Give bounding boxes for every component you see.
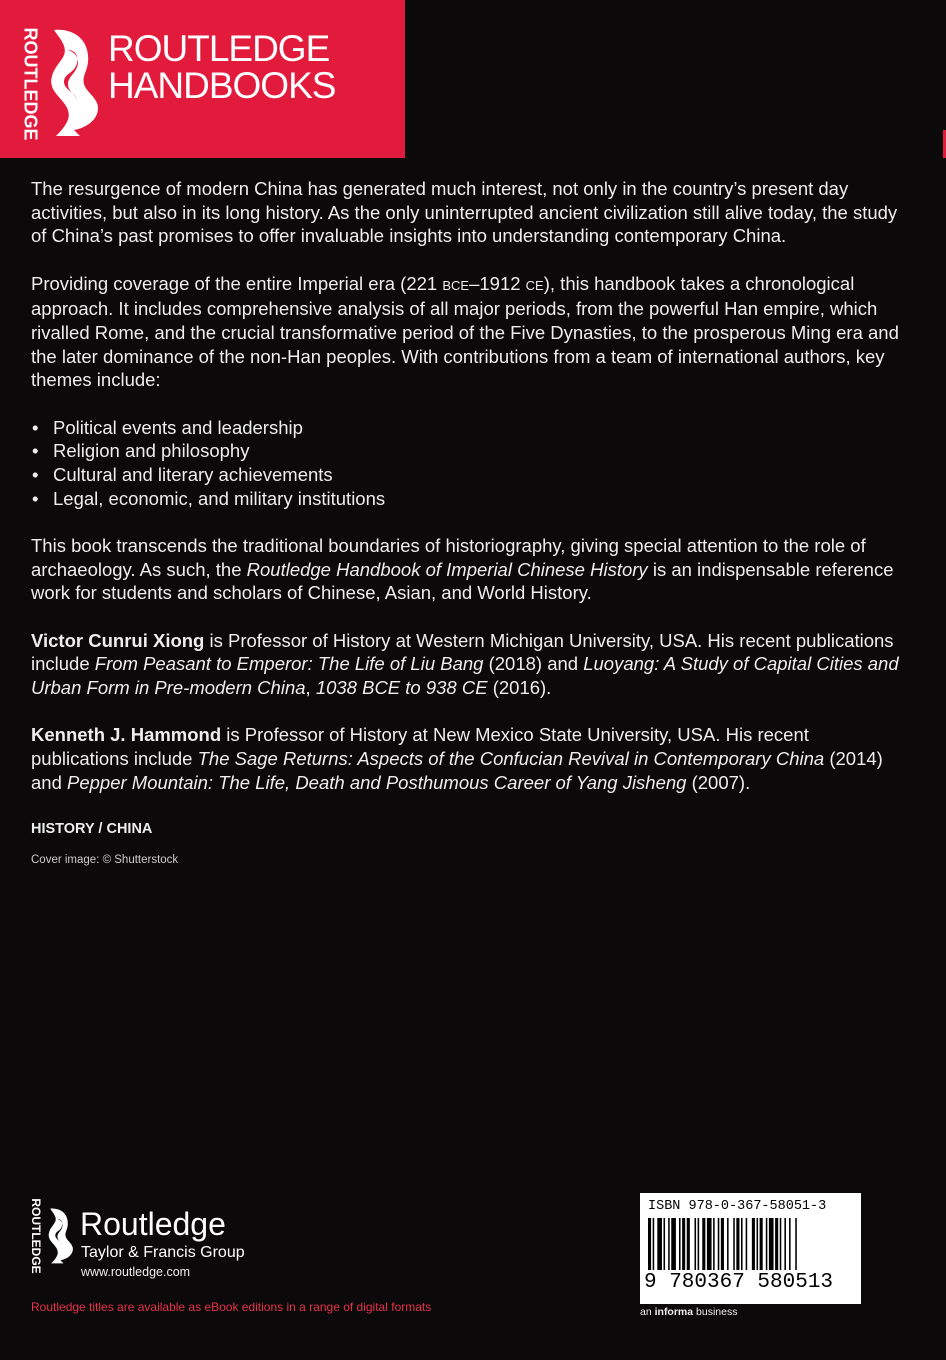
barcode-bar: [653, 1218, 655, 1270]
publisher-name: Routledge: [80, 1206, 226, 1242]
barcode-bar: [784, 1218, 786, 1270]
ebook-note: Routledge titles are available as eBook editions in a range of digital formats: [31, 1300, 432, 1314]
barcode-bar: [789, 1218, 791, 1270]
isbn-digits: 9 780367 580513: [644, 1271, 834, 1294]
list-item: • Religion and philosophy: [31, 439, 911, 463]
barcode-bar: [664, 1218, 666, 1270]
barcode-bar: [769, 1218, 774, 1270]
barcode-bar: [698, 1218, 700, 1270]
list-item: • Legal, economic, and military institutions: [31, 487, 911, 511]
barcode-bar: [752, 1218, 755, 1270]
barcode-bar: [718, 1218, 720, 1270]
barcode-bar: [757, 1218, 759, 1270]
barcode-bar: [682, 1218, 685, 1270]
barcode-bar: [795, 1218, 797, 1270]
barcode-bar: [687, 1218, 690, 1270]
subject-category: HISTORY / CHINA: [31, 820, 153, 837]
back-cover-text: [31, 177, 911, 873]
list-item: • Political events and leadership: [31, 416, 911, 440]
barcode-bar: [707, 1218, 712, 1270]
barcode-icon: [648, 1218, 853, 1270]
isbn-label: ISBN 978-0-367-58051-3: [648, 1199, 827, 1214]
publisher-group: Taylor & Francis Group: [81, 1244, 245, 1261]
intro-paragraph: The resurgence of modern China has generated much interest, not only in the country’s present day activities, but also in its long history. As the only uninterrupted ancient civilization still alive today, the study of China’s past promises to offer invaluable insights into understanding contemporary China.: [31, 178, 898, 247]
head-profile-icon: [46, 28, 104, 138]
informa-note: an informa business: [640, 1306, 738, 1318]
author-bio-hammond: Kenneth J. Hammond is Professor of History at New Mexico State University, USA. His recent publications include The Sage Returns: Aspects of the Confucian Revival in Contemporary China (2014) and Pepper Mountain: The Life, Death and Posthumous Career of Yang Jisheng (2007).: [31, 724, 883, 793]
barcode-bar: [671, 1218, 676, 1270]
coverage-paragraph: Providing coverage of the entire Imperial era (221 BCE–1912 CE), this handbook takes a chronological approach. It includes comprehensive analysis of all major periods, from the powerful Han empire, which rivalled Rome, and the crucial transformative period of the Five Dynasties, to the prosperous Ming era and the later dominance of the non-Han peoples. With contributions from a team of international authors, key themes include:: [31, 272, 899, 391]
barcode-bar: [657, 1218, 662, 1270]
barcode-bar: [746, 1218, 748, 1270]
publisher-vertical-logo: ROUTLEDGE: [29, 1198, 43, 1274]
list-item: • Cultural and literary achievements: [31, 463, 911, 487]
scope-paragraph: This book transcends the traditional boundaries of historiography, giving special attention to the role of archaeology. As such, the Routledge Handbook of Imperial Chinese History is an indispensable reference work for students and scholars of Chinese, Asian, and World History.: [31, 534, 894, 604]
series-title: ROUTLEDGE HANDBOOKS: [108, 28, 336, 106]
barcode-bar: [702, 1218, 705, 1270]
themes-list: [31, 416, 911, 511]
barcode-bar: [736, 1218, 739, 1270]
publisher-head-icon: [46, 1204, 76, 1268]
barcode-bar: [721, 1218, 724, 1270]
cover-credit: Cover image: © Shutterstock: [31, 854, 179, 867]
barcode-bar: [713, 1218, 715, 1270]
author-bio-xiong: Victor Cunrui Xiong is Professor of History at Western Michigan University, USA. His recent publications include From Peasant to Emperor: The Life of Liu Bang (2018) and Luoyang: A Study of Capital Cities and Urban Form in Pre-modern China, 1038 BCE to 938 CE (2016).: [31, 629, 899, 698]
barcode-bar: [679, 1218, 681, 1270]
barcode-bar: [733, 1218, 735, 1270]
publisher-url: www.routledge.com: [81, 1265, 191, 1279]
isbn-barcode-box: [640, 1193, 861, 1304]
vertical-logo: ROUTLEDGE: [20, 27, 41, 141]
barcode-bar: [741, 1218, 743, 1270]
barcode-bar: [668, 1218, 670, 1270]
barcode-bar: [775, 1218, 778, 1270]
barcode-bar: [780, 1218, 782, 1270]
barcode-bar: [648, 1218, 651, 1270]
barcode-bar: [695, 1218, 697, 1270]
barcode-bar: [766, 1218, 768, 1270]
barcode-bar: [760, 1218, 763, 1270]
barcode-bar: [727, 1218, 729, 1270]
series-banner: [0, 0, 405, 158]
